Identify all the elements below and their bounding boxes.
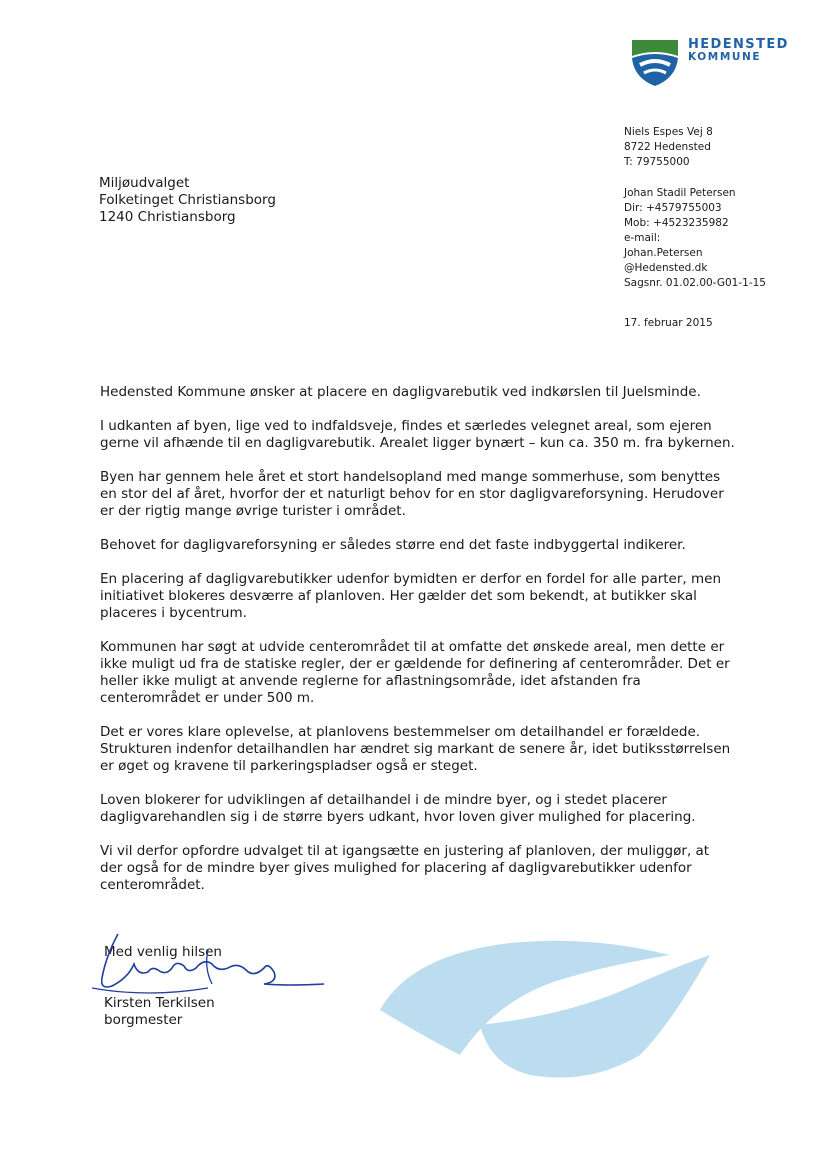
recipient-block bbox=[99, 175, 276, 226]
body-paragraph: En placering af dagligvarebutikker udenfor bymidten er derfor en fordel for alle parter, men initiativet blokeres desværre af planloven. Her gælder det som bekendt, at butikker skal placeres i bycentrum. bbox=[100, 571, 722, 621]
body-paragraph: Hedensted Kommune ønsker at placere en dagligvarebutik ved indkørslen til Juelsminde. bbox=[100, 384, 701, 400]
contact-mobile: Mob: +4523235982 bbox=[624, 217, 729, 229]
contact-direct: Dir: +4579755003 bbox=[624, 202, 722, 214]
recipient-line: 1240 Christiansborg bbox=[99, 209, 236, 225]
contact-email-user[interactable]: Johan.Petersen bbox=[624, 247, 703, 259]
case-number: Sagsnr. 01.02.00-G01-1-15 bbox=[624, 277, 766, 289]
body-paragraph: Byen har gennem hele året et stort handelsopland med mange sommerhuse, som benyttes en stor del af året, hvorfor der et naturligt behov for en stor dagligvareforsyning. Herudover er der rigtig mange øvrige turister i området. bbox=[100, 469, 724, 519]
contact-email-label: e-mail: bbox=[624, 232, 661, 244]
letter-body bbox=[100, 384, 735, 911]
signatory-block bbox=[104, 995, 215, 1029]
body-paragraph: Det er vores klare oplevelse, at planlovens bestemmelser om detailhandel er forældede. Strukturen indenfor detailhandlen har ændret sig markant de senere år, idet butiksstørrelsen er øget og kravene til parkeringspladser også er steget. bbox=[100, 724, 731, 774]
recipient-line: Folketinget Christiansborg bbox=[99, 192, 276, 208]
body-paragraph: Behovet for dagligvareforsyning er således større end det faste indbyggertal indikerer. bbox=[100, 537, 686, 553]
sender-phone: T: 79755000 bbox=[624, 156, 690, 168]
sender-address-line: 8722 Hedensted bbox=[624, 141, 711, 153]
contact-email-domain[interactable]: @Hedensted.dk bbox=[624, 262, 708, 274]
hedensted-emblem-icon bbox=[630, 38, 680, 88]
closing-greeting: Med venlig hilsen bbox=[104, 944, 222, 960]
letter-date: 17. februar 2015 bbox=[624, 317, 713, 329]
signatory-title: borgmester bbox=[104, 1012, 183, 1028]
logo-subtitle: KOMMUNE bbox=[688, 51, 762, 63]
handwritten-signature bbox=[88, 928, 338, 1003]
sender-block bbox=[624, 125, 766, 291]
sender-address-line: Niels Espes Vej 8 bbox=[624, 126, 713, 138]
signatory-name: Kirsten Terkilsen bbox=[104, 995, 215, 1011]
body-paragraph: I udkanten af byen, lige ved to indfaldsveje, findes et særledes velegnet areal, som ejeren gerne vil afhænde til en dagligvarebutik. Arealet ligger bynært – kun ca. 350 m. fra bykernen. bbox=[100, 418, 735, 451]
recipient-line: Miljøudvalget bbox=[99, 175, 190, 191]
watermark-wave-icon bbox=[370, 915, 770, 1085]
body-paragraph: Kommunen har søgt at udvide centerområdet til at omfatte det ønskede areal, men dette er ikke muligt ud fra de statiske regler, der er gældende for definering af centerområder. Det er heller ikke muligt at anvende reglerne for aflastningsområde, idet afstanden fra centerområdet er under 500 m. bbox=[100, 639, 730, 706]
municipality-logo bbox=[630, 38, 815, 90]
logo-name: HEDENSTED bbox=[688, 37, 789, 52]
body-paragraph: Vi vil derfor opfordre udvalget til at igangsætte en justering af planloven, der muliggør, at der også for de mindre byer gives mulighed for placering af dagligvarebutikker udenfor centerområdet. bbox=[100, 843, 710, 893]
contact-name: Johan Stadil Petersen bbox=[624, 187, 736, 199]
body-paragraph: Loven blokerer for udviklingen af detailhandel i de mindre byer, og i stedet placerer dagligvarehandlen sig i de større byers udkant, hvor loven giver mulighed for placering. bbox=[100, 792, 696, 825]
